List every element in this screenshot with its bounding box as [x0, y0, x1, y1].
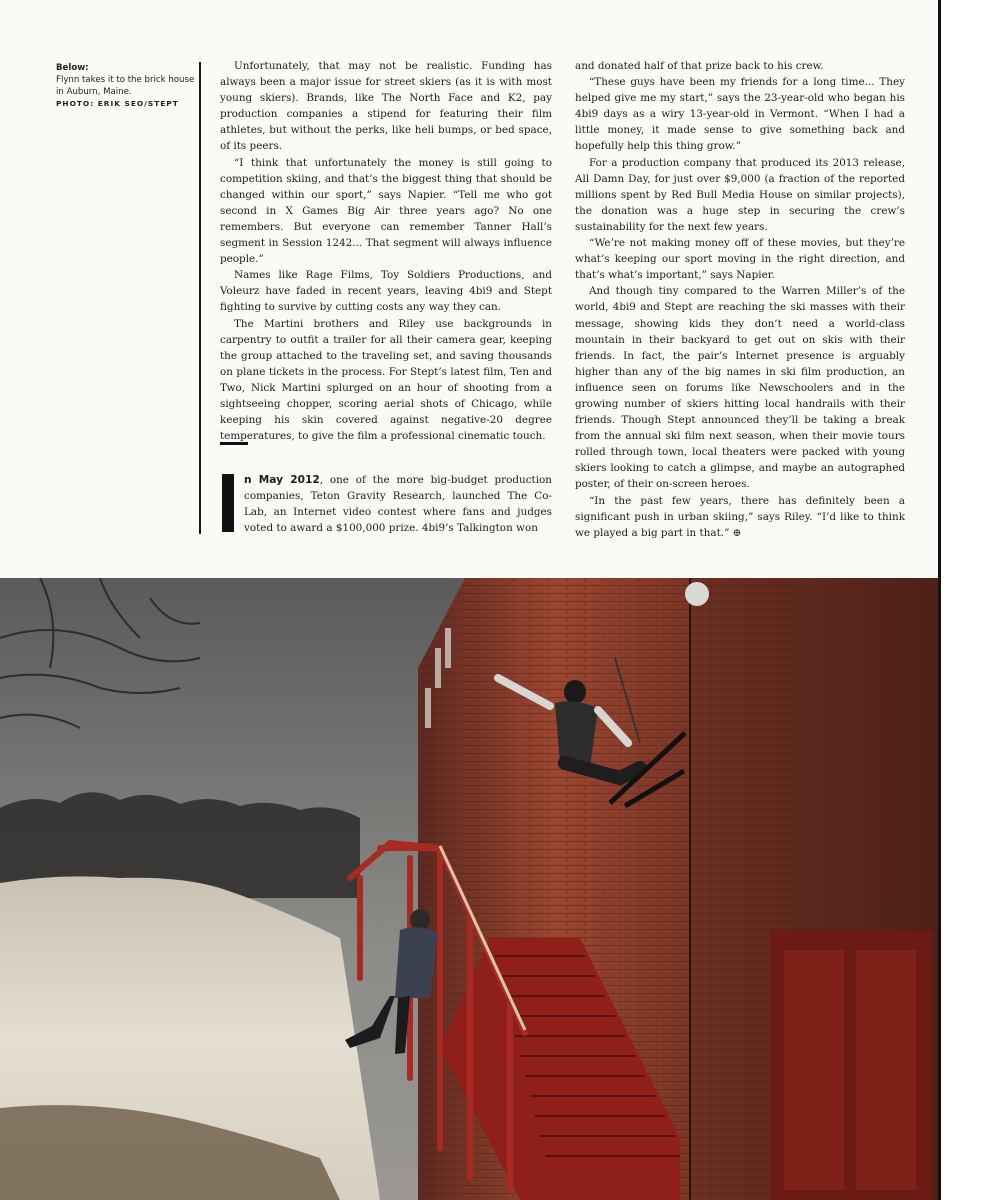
paragraph: and donated half of that prize back to his crew.	[575, 60, 824, 72]
paragraph: The Martini brothers and Riley use backgrounds in carpentry to outfit a trailer for all their camera gear, keeping the group attached to the traveling set, and saving thousands on plane tickets in the process. For Stept’s latest film, Ten and Two, Nick Martini splurged on an hour of shooting from a sightseeing chopper, scoring aerial shots of Chicago, while keeping his skin covered against negative-20 degree temperatures, to give the film a professional cinematic touch.	[220, 317, 552, 443]
photo-caption	[56, 62, 196, 110]
paragraph: “These guys have been my friends for a long time... They helped give me my start,” says the 23-year-old who began his 4bi9 days as a wiry 13-year-old in Vermont. “When I had a little money, it made sense to give something back and hopefully help this thing grow.”	[575, 76, 905, 153]
paragraph: “In the past few years, there has definitely been a significant push in urban skiing,” says Riley. “I’d like to think we played a big part in that.” ⊕	[575, 494, 905, 539]
section-lead: n May 2012	[244, 474, 320, 486]
article-column-1	[220, 58, 552, 444]
paragraph: For a production company that produced its 2013 release, All Damn Day, for just over $9,000 (a fraction of the reported millions spent by Red Bull Media House on similar projects), the donation was a huge step in securing the crew’s sustainability for the next few years.	[575, 156, 905, 233]
paragraph: And though tiny compared to the Warren Miller’s of the world, 4bi9 and Stept are reaching the ski masses with their message, showing kids they don’t need a world-class mountain in their backyard to get out on skis with their friends. In fact, the pair’s Internet presence is arguably higher than any of the big names in ski film production, an influence seen on forums like Newschoolers and in the growing number of skiers hitting local handrails with their friends. Though Stept announced they’ll be taking a break from the annual ski film next season, when their movie tours rolled through town, local theaters were packed with young skiers looking to catch a glimpse, and maybe an autographed poster, of their on-screen heroes.	[575, 285, 905, 491]
caption-text: Flynn takes it to the brick house in Auburn, Maine.	[56, 75, 195, 97]
skier-photo	[0, 578, 938, 1200]
article-column-2	[575, 58, 905, 541]
paragraph: “We’re not making money off of these movies, but they’re what’s keeping our sport moving in the right direction, and that’s what’s important,” says Napier.	[575, 237, 905, 282]
paragraph: “I think that unfortunately the money is still going to competition skiing, and that’s the biggest thing that should be changed within our sport,” says Napier. “Tell me who got second in X Games Big Air three years ago? No one remembers. But everyone can remember Tanner Hall’s segment in Session 1242... That segment will always influence people.”	[220, 156, 552, 266]
section-two-intro	[244, 472, 552, 536]
right-margin	[941, 0, 993, 1200]
caption-label: Below:	[56, 63, 89, 73]
caption-divider-rule	[199, 62, 201, 534]
drop-cap-i	[222, 474, 234, 532]
section-text: , one of the more big-budget production companies, Teton Gravity Research, launched The Co-Lab, an Internet video contest where fans and judges voted to award a $100,000 prize. 4bi9’s Talkington won	[244, 474, 552, 535]
security-camera	[685, 582, 709, 606]
section-divider	[220, 442, 248, 445]
photo-credit: PHOTO: ERIK SEO/STEPT	[56, 99, 179, 108]
paragraph: Unfortunately, that may not be realistic. Funding has always been a major issue for street skiers (as it is with most young skiers). Brands, like The North Face and K2, pay production companies a stipend for featuring their film athletes, but without the perks, like heli bumps, or bed space, of its peers.	[220, 60, 552, 153]
paragraph: Names like Rage Films, Toy Soldiers Productions, and Voleurz have faded in recent years, leaving 4bi9 and Stept fighting to survive by cutting costs any way they can.	[220, 269, 552, 314]
